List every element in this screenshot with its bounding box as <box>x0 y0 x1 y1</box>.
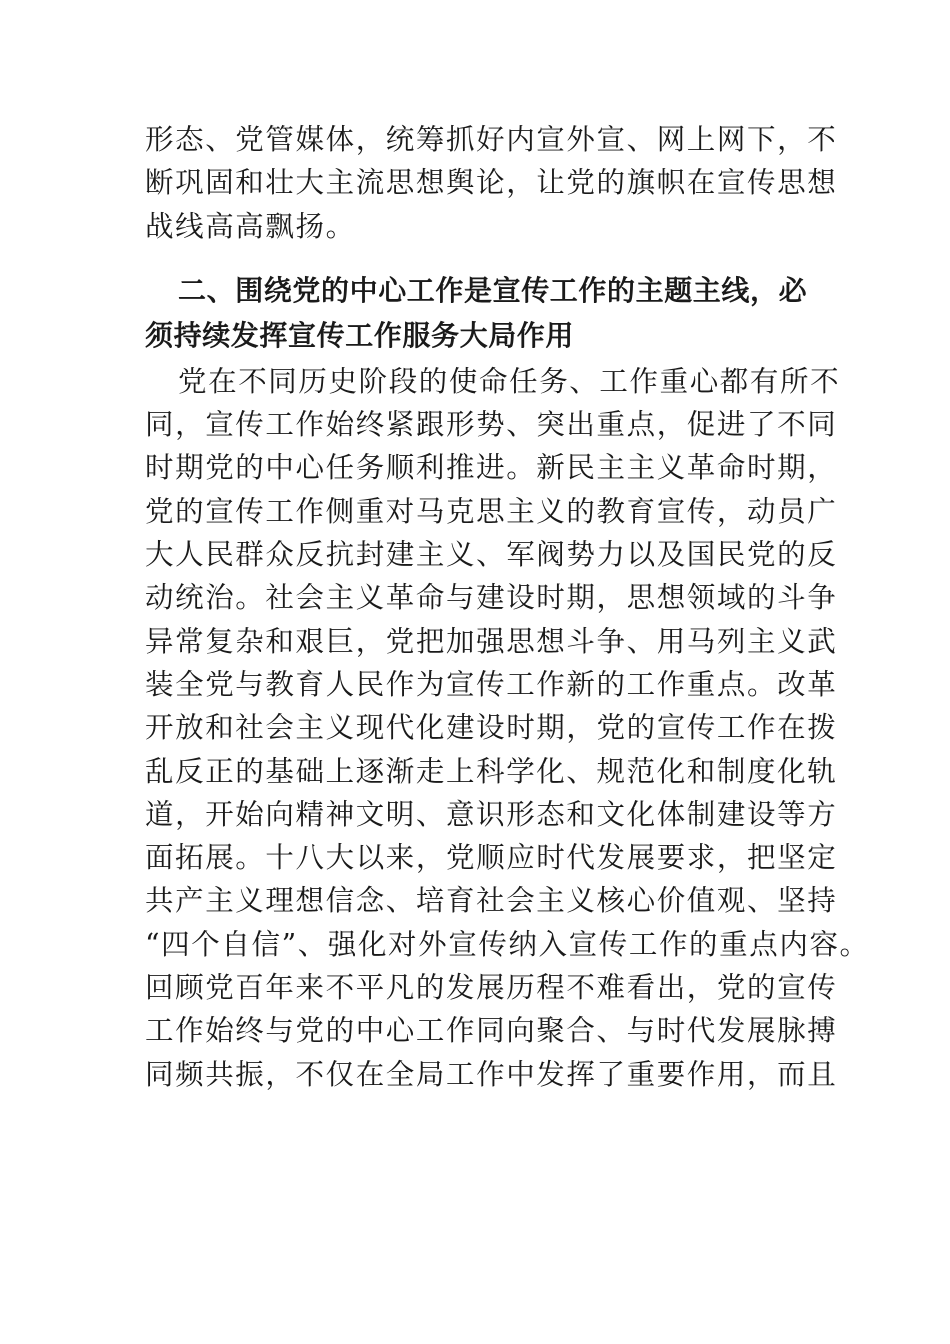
text-line: 共产主义理想信念、培育社会主义核心价值观、坚持 <box>145 884 838 918</box>
text-line: 装全党与教育人民作为宣传工作新的工作重点。改革 <box>145 667 838 701</box>
text-line: “四个自信”、强化对外宣传纳入宣传工作的重点内容。 <box>145 927 870 961</box>
paragraph-continuation <box>145 118 838 248</box>
text-line: 同频共振，不仅在全局工作中发挥了重要作用，而且 <box>145 1057 838 1091</box>
paragraph-section-2 <box>145 360 870 1096</box>
section-heading-2 <box>145 268 808 358</box>
text-line: 战线高高飘扬。 <box>145 209 356 243</box>
text-line: 时期党的中心任务顺利推进。新民主主义革命时期， <box>145 451 838 485</box>
text-line: 异常复杂和艰巨，党把加强思想斗争、用马列主义武 <box>145 624 838 658</box>
text-line: 党在不同历史阶段的使命任务、工作重心都有所不 <box>178 364 841 398</box>
text-line: 形态、党管媒体，统筹抓好内宣外宣、网上网下，不 <box>145 123 838 156</box>
text-line: 动统治。社会主义革命与建设时期，思想领域的斗争 <box>145 581 838 615</box>
text-line: 大人民群众反抗封建主义、军阀势力以及国民党的反 <box>145 538 838 572</box>
text-line: 面拓展。十八大以来，党顺应时代发展要求，把坚定 <box>145 841 838 875</box>
heading-line: 二、围绕党的中心工作是宣传工作的主题主线，必 <box>178 273 808 307</box>
text-line: 工作始终与党的中心工作同向聚合、与时代发展脉搏 <box>145 1014 838 1048</box>
text-line: 乱反正的基础上逐渐走上科学化、规范化和制度化轨 <box>145 754 838 788</box>
document-body <box>145 118 870 1096</box>
text-line: 断巩固和壮大主流思想舆论，让党的旗帜在宣传思想 <box>145 166 838 200</box>
heading-line: 须持续发挥宣传工作服务大局作用 <box>145 318 575 352</box>
text-line: 道，开始向精神文明、意识形态和文化体制建设等方 <box>145 797 838 831</box>
text-line: 开放和社会主义现代化建设时期，党的宣传工作在拨 <box>145 711 838 745</box>
text-line: 回顾党百年来不平凡的发展历程不难看出，党的宣传 <box>145 971 838 1005</box>
text-line: 党的宣传工作侧重对马克思主义的教育宣传，动员广 <box>145 494 838 528</box>
text-line: 同，宣传工作始终紧跟形势、突出重点，促进了不同 <box>145 408 838 442</box>
